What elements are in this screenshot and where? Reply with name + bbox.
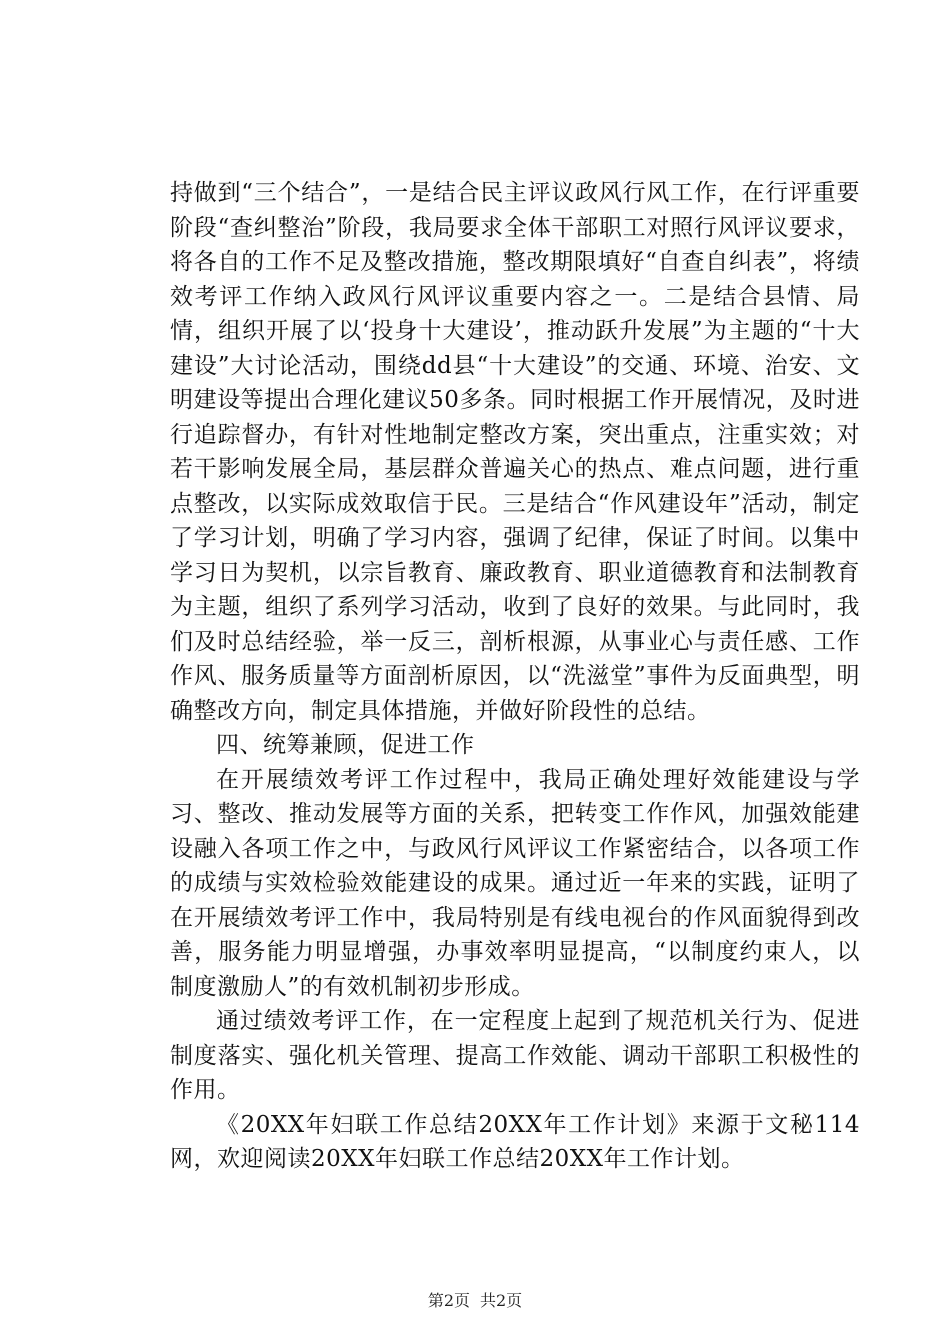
document-body	[170, 176, 860, 1177]
paragraph-2: 在开展绩效考评工作过程中，我局正确处理好效能建设与学习、整改、推动发展等方面的关系，把转变工作作风，加强效能建设融入各项工作之中，与政风行风评议工作紧密结合，以各项工作的成绩与实效检验效能建设的成果。通过近一年来的实践，证明了在开展绩效考评工作中，我局特别是有线电视台的作风面貌得到改善，服务能力明显增强，办事效率明显提高，“以制度约束人，以制度激励人”的有效机制初步形成。	[170, 766, 860, 1000]
section-heading-4: 四、统筹兼顾，促进工作	[216, 732, 475, 758]
paragraph-1: 持做到“三个结合”，一是结合民主评议政风行风工作，在行评重要阶段“查纠整治”阶段，我局要求全体干部职工对照行风评议要求，将各自的工作不足及整改措施，整改期限填好“自查自纠表”，将绩效考评工作纳入政风行风评议重要内容之一。二是结合县情、局情，组织开展了以‘投身十大建设’，推动跃升发展”为主题的“十大建设”大讨论活动，围绕dd县“十大建设”的交通、环境、治安、文明建设等提出合理化建议50多条。同时根据工作开展情况，及时进行追踪督办，有针对性地制定整改方案，突出重点，注重实效；对若干影响发展全局，基层群众普遍关心的热点、难点问题，进行重点整改，以实际成效取信于民。三是结合“作风建设年”活动，制定了学习计划，明确了学习内容，强调了纪律，保证了时间。以集中学习日为契机，以宗旨教育、廉政教育、职业道德教育和法制教育为主题，组织了系列学习活动，收到了良好的效果。与此同时，我们及时总结经验，举一反三，剖析根源，从事业心与责任感、工作作风、服务质量等方面剖析原因，以“洗滋堂”事件为反面典型，明确整改方向，制定具体措施，并做好阶段性的总结。	[170, 180, 860, 724]
page-total: 共2页	[480, 1291, 523, 1310]
page-footer	[0, 1290, 950, 1312]
paragraph-3: 通过绩效考评工作，在一定程度上起到了规范机关行为、促进制度落实、强化机关管理、提高工作效能、调动干部职工积极性的作用。	[170, 1008, 860, 1103]
paragraph-4: 《20XX年妇联工作总结20XX年工作计划》来源于文秘114网，欢迎阅读20XX年妇联工作总结20XX年工作计划。	[170, 1111, 860, 1172]
page-number: 第2页	[427, 1291, 470, 1310]
